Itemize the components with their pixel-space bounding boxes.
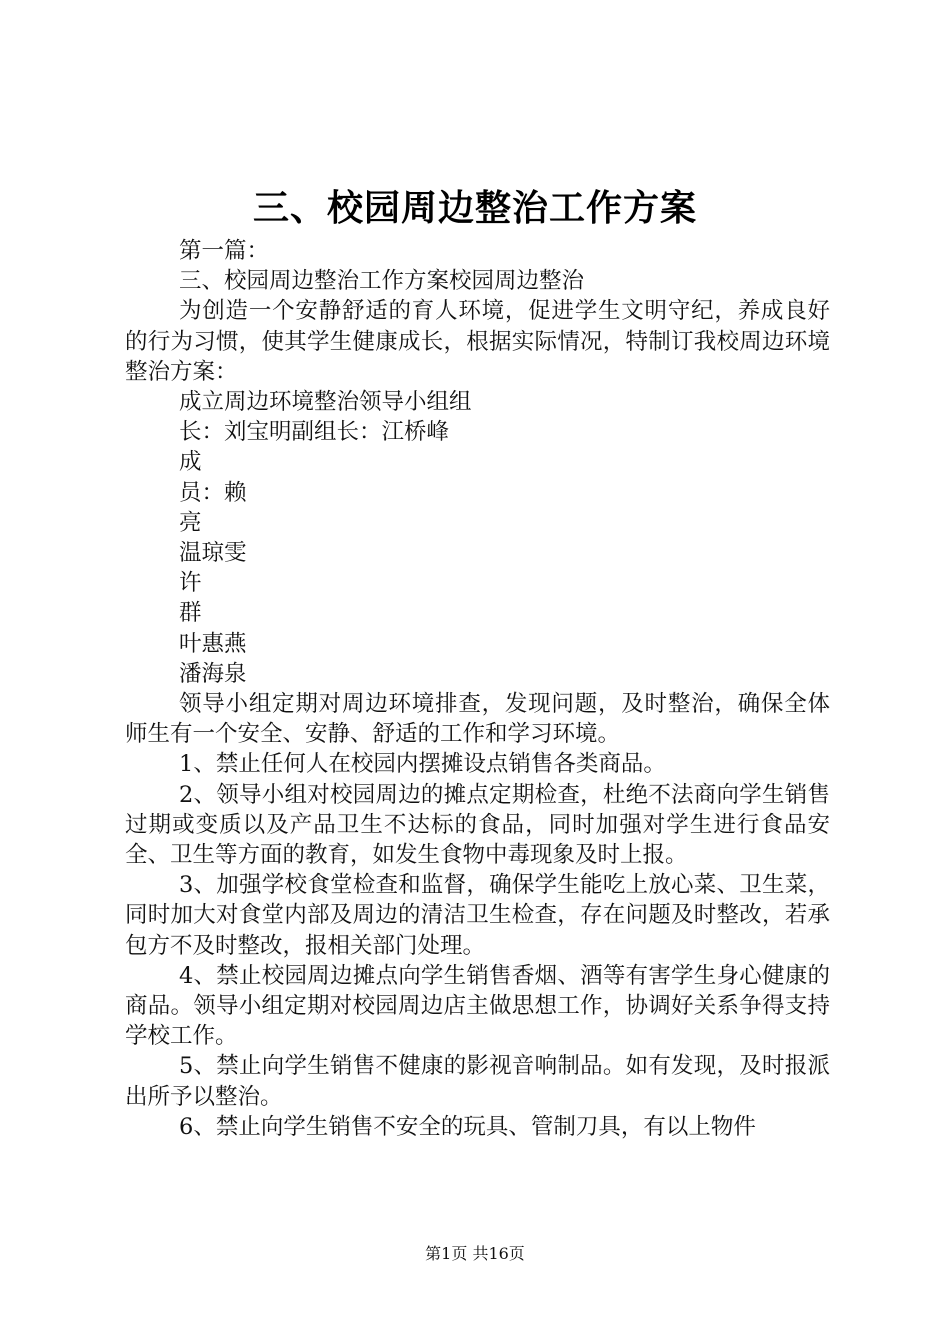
body-paragraph: 成立周边环境整治领导小组组 — [179, 389, 472, 416]
body-paragraph: 领导小组定期对周边环境排查，发现问题，及时整治，确保全体师生有一个安全、安静、舒适的工作和学习环境。 — [125, 691, 830, 748]
body-paragraph: 1、禁止任何人在校园内摆摊设点销售各类商品。 — [179, 751, 666, 778]
body-paragraph: 3、加强学校食堂检查和监督，确保学生能吃上放心菜、卫生菜，同时加大对食堂内部及周边的清洁卫生检查，存在问题及时整改，若承包方不及时整改，报相关部门处理。 — [125, 872, 830, 959]
body-paragraph: 2、领导小组对校园周边的摊点定期检查，杜绝不法商向学生销售过期或变质以及产品卫生不达标的食品，同时加强对学生进行食品安全、卫生等方面的教育，如发生食物中毒现象及时上报。 — [125, 781, 830, 869]
body-paragraph: 亮 — [179, 509, 202, 536]
body-paragraph: 群 — [179, 600, 202, 627]
document-body — [125, 236, 830, 1142]
body-paragraph: 第一篇： — [179, 238, 270, 264]
body-paragraph: 4、禁止校园周边摊点向学生销售香烟、酒等有害学生身心健康的商品。领导小组定期对校园周边店主做思想工作，协调好关系争得支持学校工作。 — [125, 962, 830, 1050]
body-paragraph: 三、校园周边整治工作方案校园周边整治 — [179, 268, 585, 295]
body-paragraph: 长：刘宝明副组长：江桥峰 — [179, 419, 450, 446]
body-paragraph: 6、禁止向学生销售不安全的玩具、管制刀具，有以上物件 — [179, 1113, 756, 1140]
body-paragraph: 员：赖 — [179, 479, 247, 506]
body-paragraph: 5、禁止向学生销售不健康的影视音响制品。如有发现，及时报派出所予以整治。 — [125, 1053, 830, 1110]
body-paragraph: 叶惠燕 — [179, 630, 247, 657]
body-paragraph: 温琼雯 — [179, 540, 247, 567]
body-paragraph: 潘海泉 — [179, 660, 247, 687]
page-footer: 第1页 共16页 — [425, 1244, 525, 1263]
body-paragraph: 成 — [179, 449, 202, 476]
body-paragraph: 为创造一个安静舒适的育人环境，促进学生文明守纪，养成良好的行为习惯，使其学生健康成长，根据实际情况，特制订我校周边环境整治方案： — [125, 298, 830, 385]
document-title: 三、校园周边整治工作方案 — [252, 187, 697, 229]
body-paragraph: 许 — [179, 570, 202, 597]
